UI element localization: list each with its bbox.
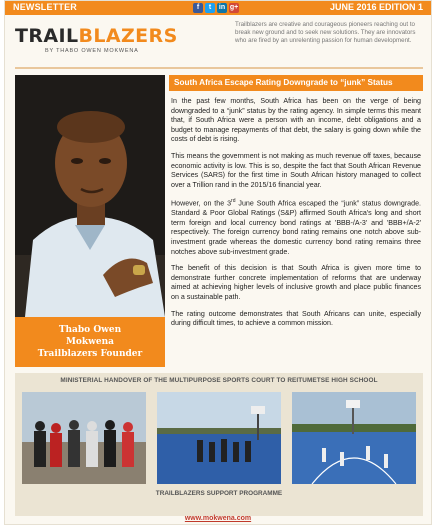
group-photo-illustration — [22, 392, 146, 484]
founder-photo — [15, 75, 165, 317]
trailblazers-logo — [15, 25, 178, 47]
article-paragraph-2: This means the government is not making as much revenue off taxes, because economic activity is low. This is so, despite the fact that South African Revenue Services (SARS) for the first time in South African history managed to collect over a Trillion rand in the 2015/16 financial year. — [171, 151, 421, 189]
social-links — [193, 3, 239, 13]
founder-portrait-illustration — [15, 75, 165, 317]
caption-line-2: Mokwena — [65, 337, 115, 347]
logo-accent-text: BLAZERS — [78, 25, 178, 47]
basketball-court-illustration — [292, 392, 416, 484]
newsletter-label: NEWSLETTER — [13, 2, 77, 12]
logo-subtitle: BY THABO OWEN MOKWENA — [45, 48, 139, 54]
facebook-icon[interactable]: f — [193, 3, 203, 13]
article-paragraph-3 — [171, 197, 421, 257]
edition-label: JUNE 2016 EDITION 1 — [329, 2, 423, 12]
header-divider — [15, 67, 423, 69]
gallery-photo-court-ceremony — [157, 392, 281, 484]
newsletter-page — [4, 0, 432, 525]
logo-main-text: TRAIL — [15, 25, 79, 47]
gallery-section — [15, 373, 423, 516]
programme-label: TRAILBLAZERS SUPPORT PROGRAMME — [155, 490, 283, 497]
caption-line-3: Trailblazers Founder — [37, 349, 143, 359]
article-headline: South Africa Escape Rating Downgrade to “junk” Status — [169, 75, 423, 91]
article-body — [171, 97, 421, 336]
twitter-icon[interactable]: t — [205, 3, 215, 13]
article-paragraph-1: In the past few months, South Africa has been on the verge of being downgraded to a “junk” status by the rating agency. In simple terms this meant that, if South Africa were a person with an income, debt obligations and a budget to manage repayments of that debt, the salary is going down while the costs of debt is rising. — [171, 97, 421, 144]
gallery-title: MINISTERIAL HANDOVER OF THE MULTIPURPOSE SPORTS COURT TO REITUMETSE HIGH SCHOOL — [60, 377, 378, 384]
caption-line-1: Thabo Owen — [58, 325, 122, 335]
linkedin-icon[interactable]: in — [218, 4, 226, 11]
google-plus-icon[interactable]: g+ — [229, 4, 239, 11]
court-ceremony-illustration — [157, 392, 281, 484]
paragraph-3-rest: June South Africa escaped the “junk” status downgrade. Standard & Poor Global Ratings (S&P) affirmed South Africa's long and short term foreign and local currency bond ratings at 'BBB-/A-3' and 'BBB+/A-2' respectively. The foreign currency bond rating remains one notch above sub-investment grade whereas the domestic currency bond rating remains three notches above sub-investment grade. — [171, 199, 421, 256]
ordinal-superscript: rd — [231, 198, 236, 205]
article-paragraph-4: The benefit of this decision is that South Africa is given more time to demonstrate further concrete implementation of reforms that are underway aimed at achieving higher levels of inclusive growth and place public finances on a sustainable path. — [171, 264, 421, 302]
gallery-photo-handover-group — [22, 392, 146, 484]
paragraph-3-start: However, on the 3 — [171, 199, 232, 208]
article-paragraph-5: The rating outcome demonstrates that South Africans can unite, especially during difficult times, to achieve a common mission. — [171, 309, 421, 328]
gallery-photo-basketball-court — [292, 392, 416, 484]
founder-caption — [15, 317, 165, 367]
website-link[interactable]: www.mokwena.com — [184, 515, 252, 522]
tagline: Trailblazers are creative and courageous pioneers reaching out to break new ground and to seek new solutions. They are innovators who are fired by an unrelenting passion for human development. — [235, 21, 416, 45]
top-bar — [5, 1, 431, 15]
